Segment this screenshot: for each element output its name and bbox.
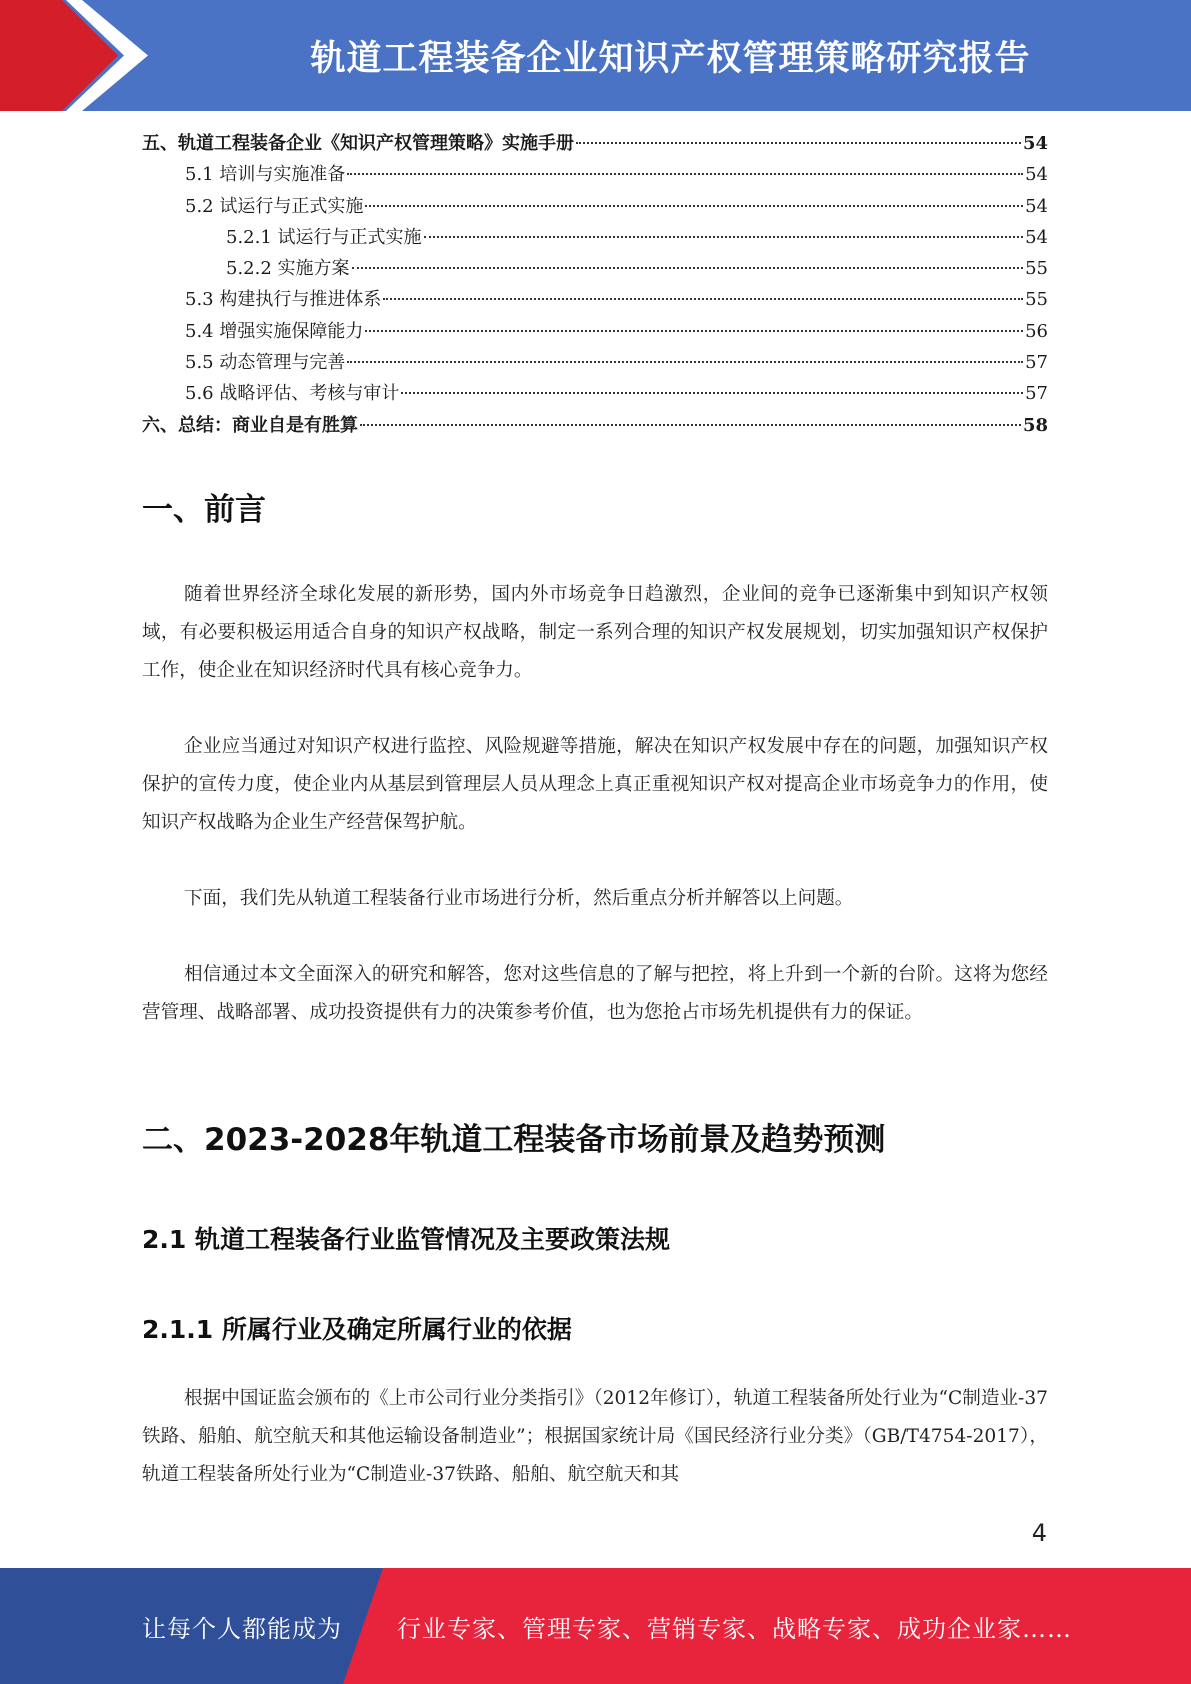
toc-entry[interactable] [142, 191, 1048, 222]
subsubsection-heading: 2.1.1 所属行业及确定所属行业的依据 [142, 1315, 572, 1344]
toc-dot-leader [360, 424, 1021, 426]
toc-dot-leader [365, 205, 1023, 207]
footer-slogan-right: 行业专家、管理专家、营销专家、战略专家、成功企业家…… [397, 1614, 1072, 1643]
paragraph: 相信通过本文全面深入的研究和解答，您对这些信息的了解与把控，将上升到一个新的台阶。这将为您经营管理、战略部署、成功投资提供有力的决策参考价值，也为您抢占市场先机提供有力的保证。 [142, 964, 1048, 1023]
toc-entry[interactable] [142, 410, 1048, 441]
page-number: 4 [1031, 1519, 1047, 1547]
toc-entry-page: 54 [1022, 133, 1048, 154]
subsection-heading: 2.1 轨道工程装备行业监管情况及主要政策法规 [142, 1225, 670, 1254]
footer-slogan-left: 让每个人都能成为 [142, 1614, 342, 1643]
toc-entry-label: 5.2 试运行与正式实施 [185, 195, 364, 217]
paragraph: 企业应当通过对知识产权进行监控、风险规避等措施，解决在知识产权发展中存在的问题，加强知识产权保护的宣传力度，使企业内从基层到管理层人员从理念上真正重视知识产权对提高企业市场竞争力的作用，使知识产权战略为企业生产经营保驾护航。 [142, 736, 1048, 833]
toc-entry-label: 5.6 战略评估、考核与审计 [185, 383, 400, 405]
toc-entry-page: 57 [1025, 352, 1048, 374]
toc-entry[interactable] [142, 284, 1048, 315]
toc-entry-label: 5.4 增强实施保障能力 [185, 320, 364, 342]
toc-dot-leader [576, 142, 1021, 144]
toc-dot-leader [383, 298, 1023, 300]
table-of-contents [142, 128, 1048, 441]
toc-entry[interactable] [142, 253, 1048, 284]
toc-entry-label: 5.5 动态管理与完善 [185, 352, 346, 374]
toc-dot-leader [352, 267, 1024, 269]
red-chevron-decoration [0, 0, 160, 111]
toc-entry[interactable] [142, 316, 1048, 347]
page-footer [0, 1568, 1191, 1684]
toc-entry-page: 54 [1025, 195, 1048, 217]
toc-dot-leader [424, 236, 1024, 238]
toc-entry-label: 5.2.2 实施方案 [226, 258, 350, 280]
section-heading-preface: 一、前言 [142, 492, 266, 528]
toc-entry-page: 55 [1025, 289, 1048, 311]
toc-entry[interactable] [142, 128, 1048, 159]
toc-dot-leader [347, 173, 1023, 175]
toc-entry-page: 55 [1025, 258, 1048, 280]
toc-entry-label: 5.2.1 试运行与正式实施 [226, 226, 422, 248]
toc-entry-label: 五、轨道工程装备企业《知识产权管理策略》实施手册 [142, 133, 574, 154]
report-title: 轨道工程装备企业知识产权管理策略研究报告 [310, 38, 1031, 79]
toc-entry-label: 5.1 培训与实施准备 [185, 164, 346, 186]
toc-entry-label: 六、总结：商业自是有胜算 [142, 414, 358, 436]
toc-entry[interactable] [142, 378, 1048, 409]
toc-entry[interactable] [142, 159, 1048, 190]
page-header [0, 0, 1191, 111]
toc-entry[interactable] [142, 347, 1048, 378]
toc-entry-page: 57 [1025, 383, 1048, 405]
toc-dot-leader [401, 392, 1023, 394]
paragraph: 根据中国证监会颁布的《上市公司行业分类指引》（2012年修订），轨道工程装备所处行业为“C制造业-37铁路、船舶、航空航天和其他运输设备制造业”；根据国家统计局《国民经济行业分类》（GB/T4754-2017），轨道工程装备所处行业为“C制造业-37铁路、船舶、航空航天和其 [142, 1388, 1048, 1485]
toc-dot-leader [347, 361, 1023, 363]
toc-entry-page: 54 [1025, 164, 1048, 186]
toc-dot-leader [365, 330, 1023, 332]
paragraph: 下面，我们先从轨道工程装备行业市场进行分析，然后重点分析并解答以上问题。 [184, 888, 854, 909]
toc-entry-page: 54 [1025, 226, 1048, 248]
section-heading-market: 二、2023-2028年轨道工程装备市场前景及趋势预测 [142, 1122, 886, 1158]
page-content [142, 128, 1048, 1485]
toc-entry-page: 58 [1022, 414, 1048, 436]
toc-entry-label: 5.3 构建执行与推进体系 [185, 289, 382, 311]
toc-entry-page: 56 [1025, 320, 1048, 342]
paragraph: 随着世界经济全球化发展的新形势，国内外市场竞争日趋激烈，企业间的竞争已逐渐集中到知识产权领域，有必要积极运用适合自身的知识产权战略，制定一系列合理的知识产权发展规划，切实加强知识产权保护工作，使企业在知识经济时代具有核心竞争力。 [142, 584, 1048, 681]
toc-entry[interactable] [142, 222, 1048, 253]
